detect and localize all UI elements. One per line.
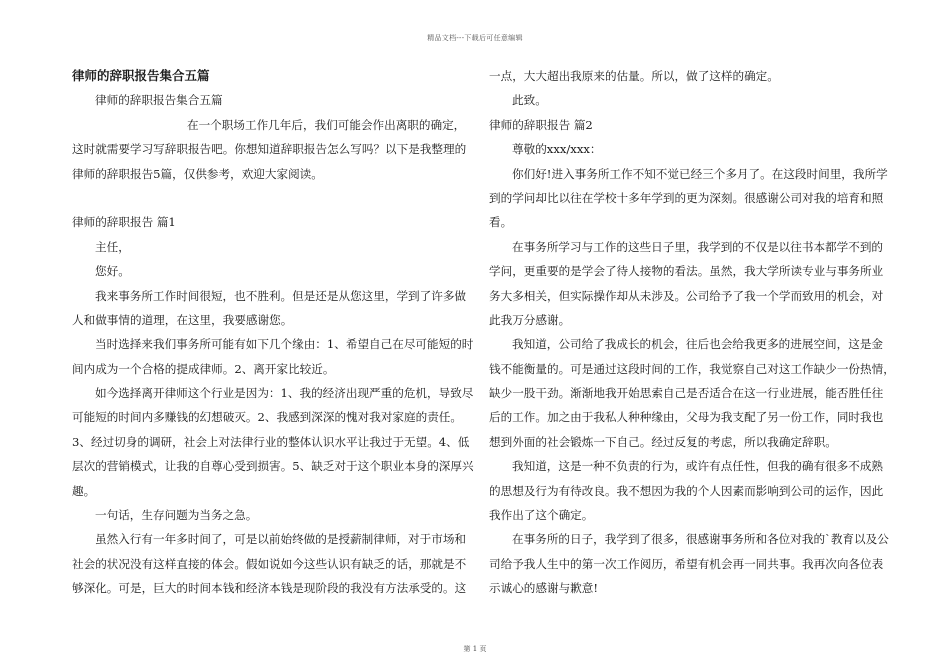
paragraph-line: 示诚心的感谢与歉意! [489, 581, 599, 596]
paragraph-line: 到的学问却比以往在学校十多年学到的更为深刻。很感谢公司对我的培育和照 [489, 190, 884, 205]
paragraph-line: 你们好!进入事务所工作不知不觉已经三个多月了。在这段时间里，我所学 [512, 166, 888, 181]
right-column [489, 64, 895, 601]
document-subtitle: 律师的辞职报告集合五篇 [95, 93, 223, 108]
paragraph-line: 我来事务所工作时间很短，也不胜利。但是还是从您这里，学到了许多做 [95, 288, 467, 303]
paragraph-line: 此我万分感谢。 [489, 312, 571, 327]
section-heading-1: 律师的辞职报告 篇1 [72, 215, 176, 230]
paragraph-line: 社会的状况没有这样直接的体会。假如说如今这些认识有缺乏的话，那就是不 [72, 556, 467, 571]
greeting-line: 主任， [95, 239, 130, 254]
paragraph-line: 层次的营销模式，让我的自尊心受到损害。5、缺乏对于这个职业本身的深厚兴 [72, 459, 474, 474]
paragraph-line: 想到外面的社会锻炼一下自己。经过反复的考虑，所以我确定辞职。 [489, 434, 837, 449]
left-column [72, 64, 474, 601]
document-title: 律师的辞职报告集合五篇 [72, 68, 210, 83]
paragraph-line: 人和做事情的道理，在这里，我要感谢您。 [72, 312, 293, 327]
paragraph-line: 间内成为一个合格的提成律师。2、离开家比较近。 [72, 361, 335, 376]
page-header: 精品文档---下载后可任意编辑 [427, 34, 523, 42]
paragraph-line: 我知道，公司给了我成长的机会，往后也会给我更多的进展空间，这是金 [512, 337, 884, 352]
paragraph-line: 在事务所的日子，我学到了很多，很感谢事务所和各位对我的`教育以及公 [512, 532, 889, 547]
intro-line: 在一个职场工作几年后，我们可能会作出离职的确定， [187, 117, 466, 132]
intro-line: 律师的辞职报告5篇，仅供参考，欢迎大家阅读。 [72, 166, 323, 181]
paragraph-line: 看。 [489, 215, 513, 230]
paragraph-line: 司给予我人生中的第一次工作阅历，希望有机会再一同共事。我再次向各位表 [489, 556, 884, 571]
paragraph-line: 的思想及行为有待改良。我不想因为我的个人因素而影响到公司的运作，因此 [489, 483, 884, 498]
paragraph-line: 务大多相关，但实际操作却从未涉及。公司给予了我一个学而致用的机会，对 [489, 288, 884, 303]
paragraph-line: 我知道，这是一种不负责的行为，或许有点任性，但我的确有很多不成熟 [512, 459, 884, 474]
paragraph-line: 一句话，生存问题为当务之急。 [95, 508, 258, 523]
paragraph-line: 一点，大大超出我原来的估量。所以，做了这样的确定。 [489, 69, 779, 83]
greeting-line: 您好。 [95, 264, 130, 279]
paragraph-line: 后的工作。加之由于我私人种种缘由，父母为我支配了另一份工作，同时我也 [489, 410, 884, 425]
page-footer: 第 1 页 [463, 645, 487, 653]
paragraph-line: 在事务所学习与工作的这些日子里，我学到的不仅是以往书本都学不到的 [512, 239, 884, 254]
paragraph-line: 可能短的时间内多赚钱的幻想破灭。2、我感到深深的愧对我对家庭的责任。 [72, 410, 462, 425]
paragraph-line: 如今选择离开律师这个行业是因为：1、我的经济出现严重的危机，导致尽 [95, 386, 474, 401]
section-heading-2: 律师的辞职报告 篇2 [489, 117, 593, 132]
paragraph-line: 3、经过切身的调研，社会上对法律行业的整体认识水平让我过于无望。4、低 [72, 434, 470, 449]
paragraph-line: 够深化。可是，巨大的时间本钱和经济本钱是现阶段的我没有方法承受的。这 [72, 581, 467, 596]
salutation-line: 尊敬的xxx/xxx： [512, 142, 602, 157]
intro-line: 这时就需要学习写辞职报告吧。你想知道辞职报告怎么写吗？以下是我整理的 [72, 142, 467, 157]
paragraph-line: 缺少一股干劲。渐渐地我开始思索自己是否适合在这一行业进展，能否胜任往 [489, 386, 884, 401]
closing-line: 此致。 [512, 93, 547, 108]
paragraph-line: 虽然入行有一年多时间了，可是以前始终做的是授薪制律师，对于市场和 [95, 532, 467, 547]
paragraph-line: 我作出了这个确定。 [489, 508, 594, 523]
paragraph-line: 当时选择来我们事务所可能有如下几个缘由：1、希望自己在尽可能短的时 [95, 337, 474, 352]
paragraph-line: 钱不能衡量的。可是通过这段时间的工作，我觉察自己对这工作缺少一份热情， [489, 361, 895, 376]
paragraph-line: 趣。 [72, 483, 96, 498]
paragraph-line: 学问，更重要的是学会了待人接物的看法。虽然，我大学所读专业与事务所业 [489, 264, 884, 279]
